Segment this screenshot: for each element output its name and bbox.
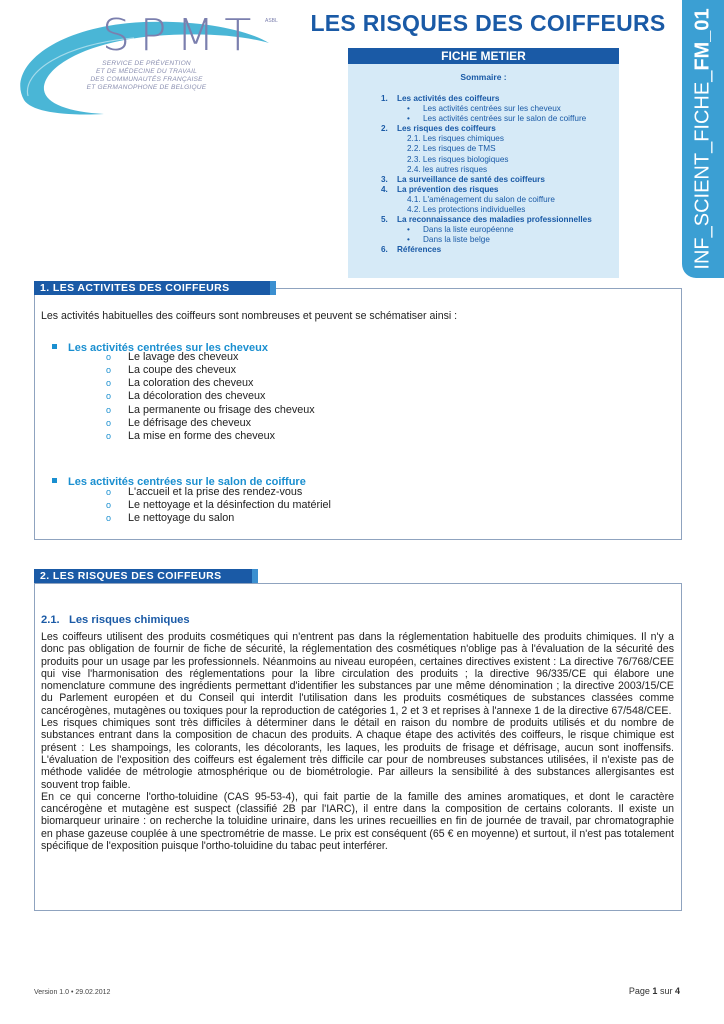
activity-group-title: Les activités centrées sur les cheveux [52, 338, 268, 356]
toc-item[interactable]: 6. Références [381, 245, 442, 255]
toc-item[interactable]: • Les activités centrées sur les cheveux [407, 104, 561, 114]
toc-item[interactable]: 4. La prévention des risques [381, 184, 499, 194]
logo-subtitle-line: ET DE MÉDECINE DU TRAVAIL [96, 68, 197, 75]
list-item: o La permanente ou frisage des cheveux [106, 404, 315, 416]
section-1-intro: Les activités habituelles des coiffeurs sont nombreuses et peuvent se schématiser ainsi : [41, 310, 458, 322]
list-item: o Le défrisage des cheveux [106, 417, 252, 429]
list-item: o La mise en forme des cheveux [106, 430, 276, 442]
summary-header: FICHE METIER [348, 48, 619, 64]
page-title: LES RISQUES DES COIFFEURS [310, 10, 666, 36]
summary-title: Sommaire : [460, 72, 507, 82]
toc-item[interactable]: 2.2. Les risques de TMS [407, 144, 496, 154]
toc-item[interactable]: 3. La surveillance de santé des coiffeurs [381, 174, 545, 184]
section-2-header: 2. LES RISQUES DES COIFFEURS [34, 569, 258, 583]
logo-subtitle-line: DES COMMUNAUTÉS FRANÇAISE [90, 76, 203, 83]
subsection-body [41, 631, 674, 852]
toc-item[interactable]: 2.4. les autres risques [407, 164, 488, 174]
section-1-header: 1. LES ACTIVITES DES COIFFEURS [34, 281, 276, 295]
toc-item[interactable]: 5. La reconnaissance des maladies professionnelles [381, 215, 592, 225]
section-header-accent [252, 569, 258, 583]
paragraph: En ce qui concerne l'ortho-toluidine (CAS 95-53-4), qui fait partie de la famille des amines aromatiques, et dont le caractère cancérogène et mutagène est suspect (classifié 2B par l'IARC), il entre dans la composition de certains colorants. Il existe un biomarqueur urinaire : on recherche la toluidine urinaire, dans les urines recueillies en fin de journée de travail, par chromatographie en phase gazeuse couplée à une spectrométrie de masse. Le prix est conséquent (65 € en moyenne) et surtout, il n'est pas totalement spécifique de l'exposition puisque l'ortho-toluidine du tabac peut interférer. [41, 790, 674, 853]
toc-item[interactable]: 2.1. Les risques chimiques [407, 134, 504, 144]
summary-box [348, 48, 619, 278]
toc-item[interactable]: • Dans la liste européenne [407, 225, 514, 235]
toc-item[interactable]: 2. Les risques des coiffeurs [381, 124, 496, 134]
toc-item[interactable]: 2.3. Les risques biologiques [407, 154, 509, 164]
paragraph: Les risques chimiques sont très difficiles à déterminer dans le détail en raison du nombre de produits utilisés et du nombre de substances entrant dans la composition de chacun des produits. A chaque étape des activités des coiffeurs, le risque chimique est présent : Les shampoings, les colorants, les décolorants, les laques, les produits de frisage et défrisage, aucun sont inoffensifs. L'évaluation de l'exposition des coiffeurs est également très difficile car pour de nombreuses substances utilisées, il n'existe pas de méthode validée de métrologie atmosphérique ou de biométrologie. Par ailleurs la sensibilité à des substances allergisantes est souvent trop faible. [41, 717, 674, 791]
toc-item[interactable]: • Dans la liste belge [407, 235, 490, 245]
square-bullet-icon [52, 344, 57, 349]
version-footer: Version 1.0 • 29.02.2012 [34, 989, 111, 996]
document-code-prefix: INF_SCIENT_FICHE_ [691, 70, 714, 270]
paragraph: Les coiffeurs utilisent des produits cosmétiques qui n'entrent pas dans la réglementation habituelle des produits chimiques. Il n'y a donc pas obligation de fournir de fiche de sécurité, la réglementation des cosmétiques n'oblige pas à l'évaluation de la sécurité des produits pour un usage par les professionnels. Néanmoins au niveau européen, certaines directives existent : La directive 76/768/CEE qui vise l'harmonisation des réglementations pour la libre circulation des produits ; la directive 96/335/CE qui élabore une nomenclature commune des ingrédients permettant d'identifier les substances par une même dénomination ; la directive 2003/15/CE du Parlement européen et du Conseil qui interdit l'utilisation dans les produits cosmétiques de substances classées comme cancérogènes, mutagènes ou toxiques pour la reproduction de catégories 1, 2 et 3 et reprises à l'annexe 1 de la directive 67/548/CEE. [41, 631, 674, 717]
list-item: o La décoloration des cheveux [106, 390, 266, 402]
list-item: o Le nettoyage et la désinfection du matériel [106, 499, 331, 511]
logo-asbl: ASBL [265, 18, 278, 24]
document-code: FM_01 [691, 8, 714, 71]
list-item: o Le nettoyage du salon [106, 512, 235, 524]
square-bullet-icon [52, 478, 57, 483]
subsection-title: 2.1. Les risques chimiques [41, 614, 190, 626]
activity-group-title: Les activités centrées sur le salon de coiffure [52, 472, 306, 490]
logo-text: SPMT [102, 10, 262, 61]
list-item: o La coloration des cheveux [106, 377, 254, 389]
document-code-tab [682, 0, 724, 278]
list-item: o Le lavage des cheveux [106, 351, 239, 363]
spmt-logo [14, 8, 284, 120]
list-item: o La coupe des cheveux [106, 364, 237, 376]
logo-subtitle-line: ET GERMANOPHONE DE BELGIQUE [86, 84, 207, 91]
toc-item[interactable]: • Les activités centrées sur le salon de coiffure [407, 114, 587, 124]
list-item: o L'accueil et la prise des rendez-vous [106, 486, 303, 498]
logo-subtitle-line: SERVICE DE PRÉVENTION [102, 60, 191, 67]
section-header-accent [270, 281, 276, 295]
toc-item[interactable]: 1. Les activités des coiffeurs [381, 94, 500, 103]
toc-item[interactable]: 4.2. Les protections individuelles [407, 205, 526, 215]
table-of-contents [381, 94, 592, 256]
toc-item[interactable]: 4.1. L'aménagement du salon de coiffure [407, 194, 555, 204]
page-number: Page 1 sur 4 [628, 986, 680, 996]
